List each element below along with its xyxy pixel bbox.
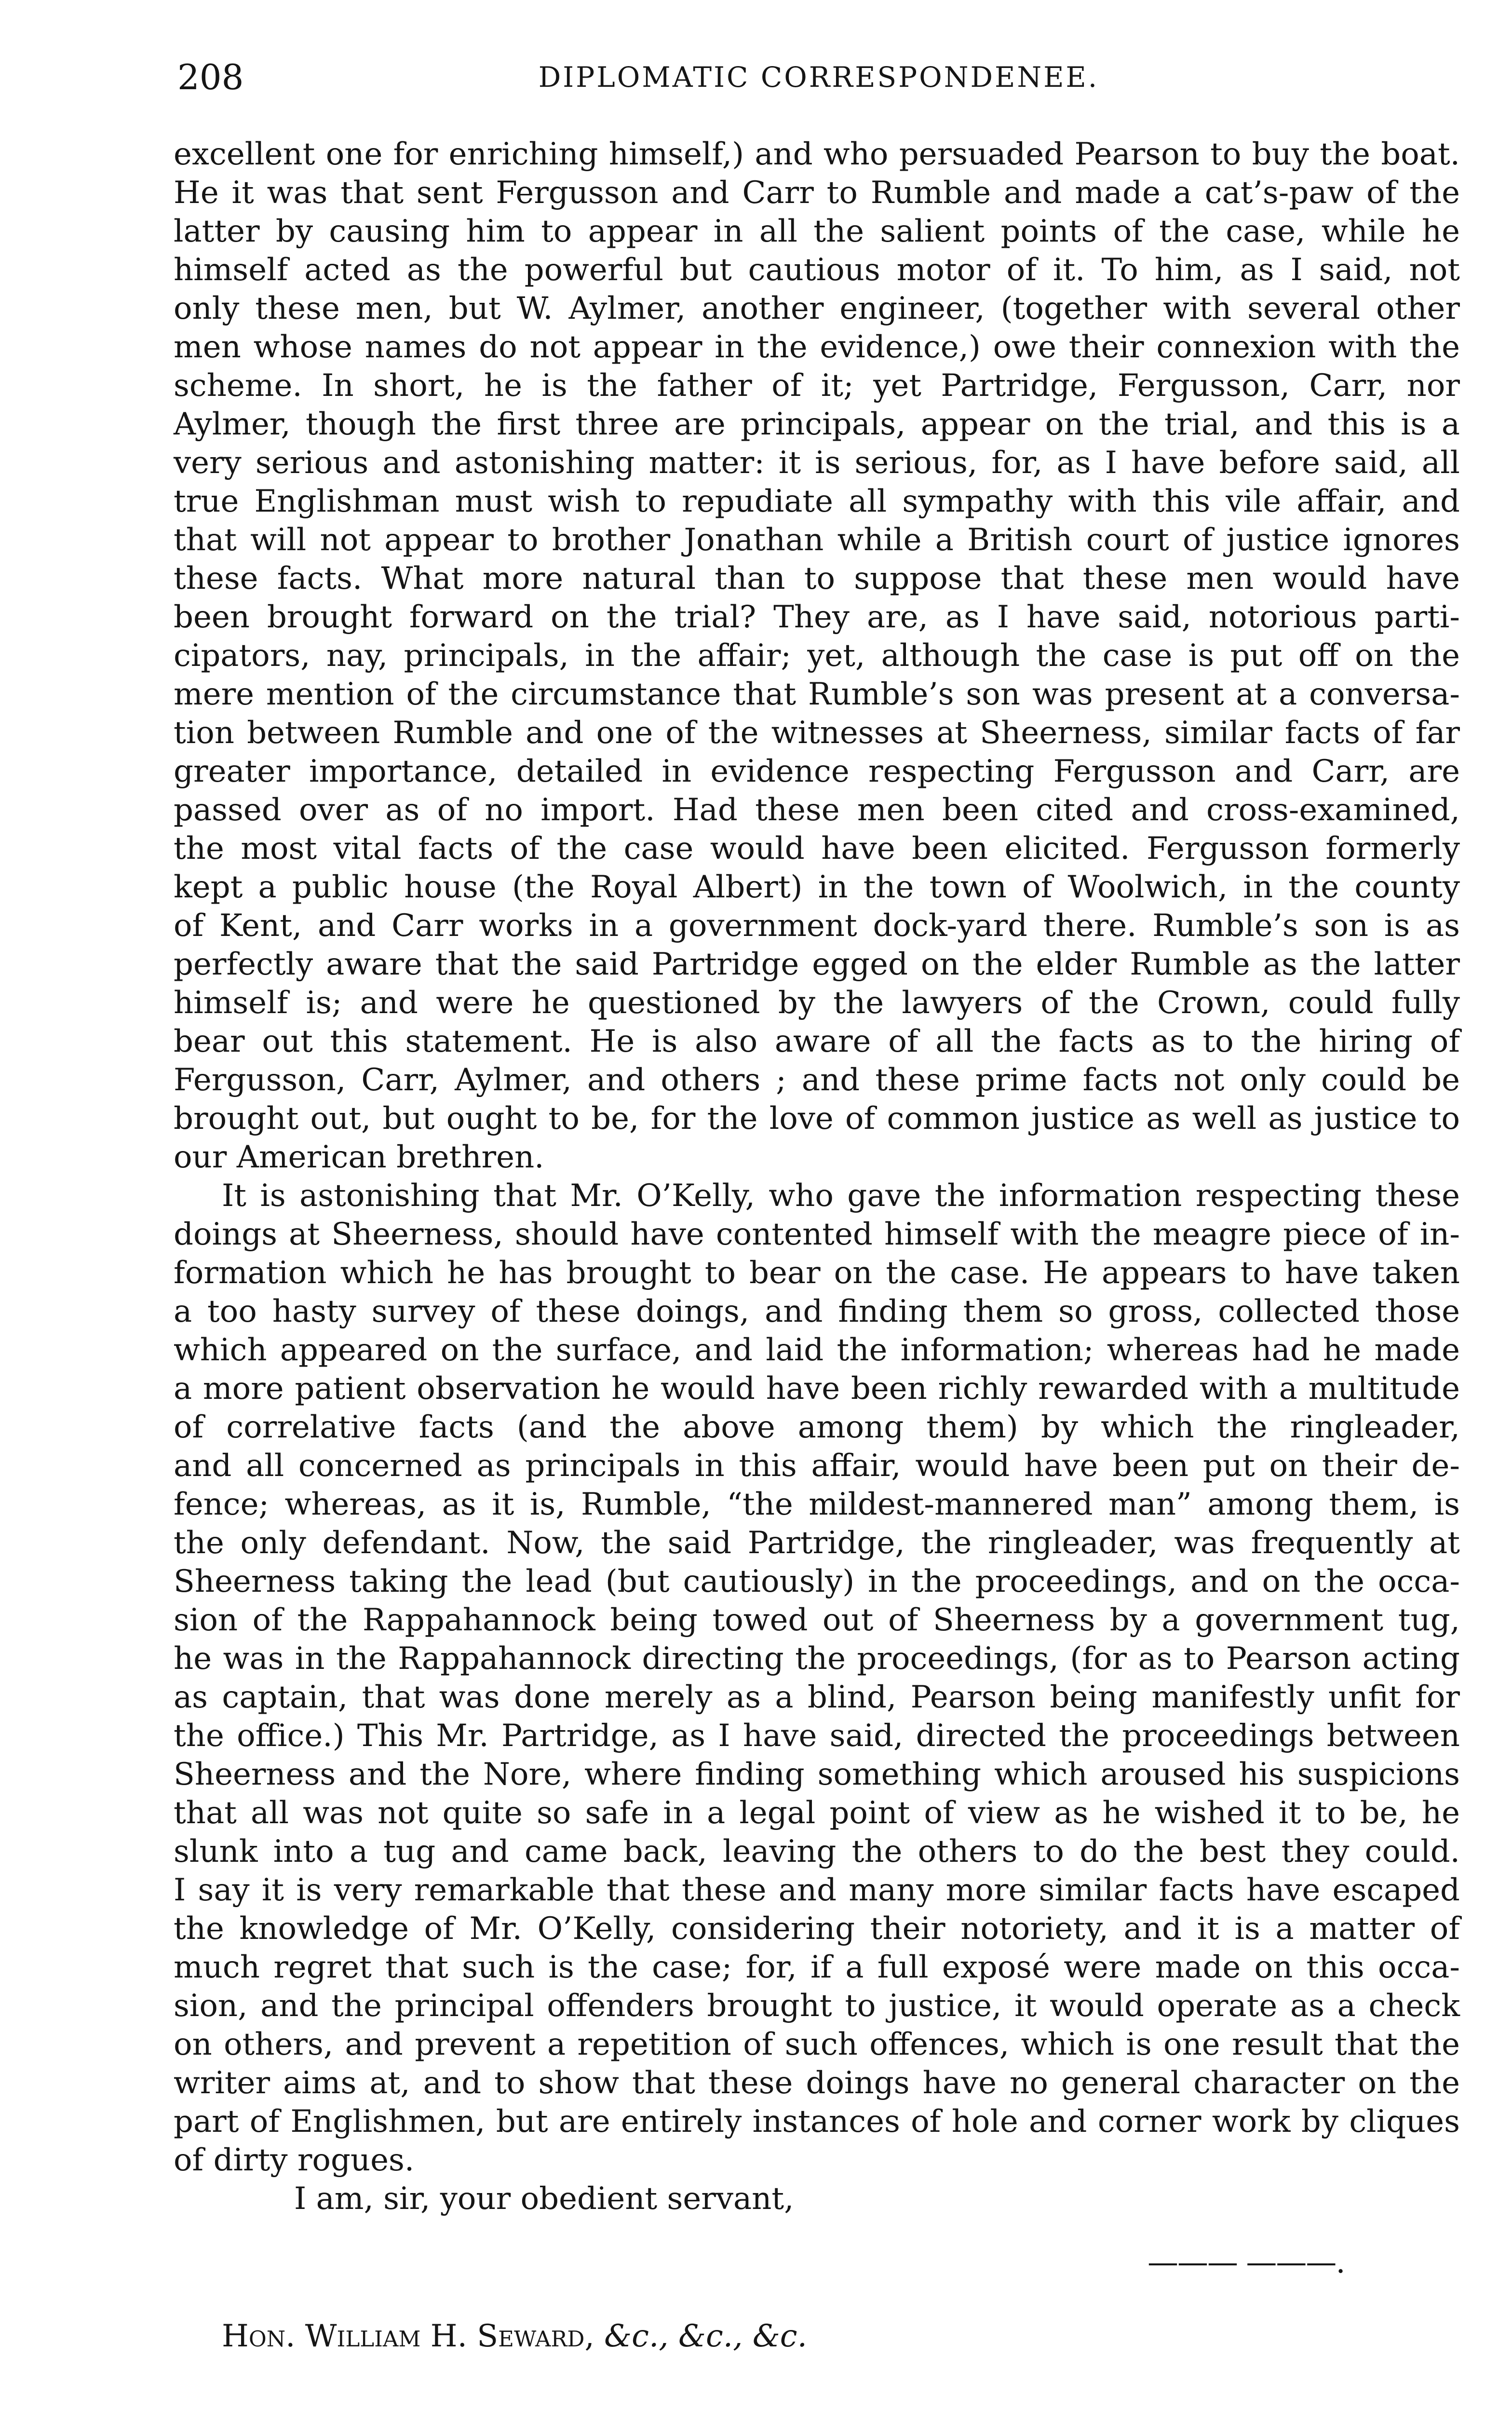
text-line: the most vital facts of the case would have been elicited. Fergusson formerly (174, 831, 1460, 867)
text-line: on others, and prevent a repetition of such offences, which is one result that the (174, 2027, 1460, 2062)
text-line: much regret that such is the case; for, if a full exposé were made on this occa- (174, 1950, 1460, 1985)
text-line: kept a public house (the Royal Albert) in the town of Woolwich, in the county (174, 869, 1460, 905)
text-line: part of Englishmen, but are entirely instances of hole and corner work by cliques (174, 2104, 1460, 2140)
text-line: and all concerned as principals in this affair, would have been put on their de- (174, 1448, 1460, 1484)
text-line: a more patient observation he would have been richly rewarded with a multitude (174, 1371, 1460, 1407)
text-line: Sheerness taking the lead (but cautiously) in the proceedings, and on the occa- (174, 1564, 1460, 1599)
text-line: perfectly aware that the said Partridge egged on the elder Rumble as the latter (174, 947, 1460, 982)
letter-body (174, 135, 1460, 2218)
text-line: It is astonishing that Mr. O’Kelly, who gave the information respecting these (222, 1178, 1460, 1214)
text-line: greater importance, detailed in evidence respecting Fergusson and Carr, are (174, 754, 1460, 789)
text-line: excellent one for enriching himself,) and who persuaded Pearson to buy the boat. (174, 136, 1460, 172)
text-line: himself is; and were he questioned by the lawyers of the Crown, could fully (174, 985, 1460, 1021)
text-line: sion of the Rappahannock being towed out of Sheerness by a government tug, (174, 1602, 1460, 1638)
text-line: the office.) This Mr. Partridge, as I have said, directed the proceedings between (174, 1718, 1460, 1754)
text-line: sion, and the principal offenders brought to justice, it would operate as a check (174, 1988, 1460, 2024)
text-line: these facts. What more natural than to suppose that these men would have (174, 561, 1460, 596)
text-line: latter by causing him to appear in all the salient points of the case, while he (174, 214, 1460, 249)
text-line: our American brethren. (174, 1139, 544, 1175)
text-line: tion between Rumble and one of the witnesses at Sheerness, similar facts of far (174, 715, 1460, 751)
text-line: I say it is very remarkable that these and many more similar facts have escaped (174, 1872, 1460, 1908)
text-line: that all was not quite so safe in a legal point of view as he wished it to be, he (174, 1795, 1460, 1831)
text-line: a too hasty survey of these doings, and finding them so gross, collected those (174, 1294, 1460, 1329)
text-line: Fergusson, Carr, Aylmer, and others ; and these prime facts not only could be (174, 1062, 1460, 1098)
text-line: the only defendant. Now, the said Partridge, the ringleader, was frequently at (174, 1525, 1460, 1561)
text-line: formation which he has brought to bear on the case. He appears to have taken (174, 1255, 1460, 1291)
text-line: slunk into a tug and came back, leaving the others to do the best they could. (174, 1834, 1460, 1869)
text-line: Sheerness and the Nore, where finding something which aroused his suspicions (174, 1757, 1460, 1792)
text-line: of Kent, and Carr works in a government dock-yard there. Rumble’s son is as (174, 908, 1460, 944)
text-line: as captain, that was done merely as a blind, Pearson being manifestly unfit for (174, 1680, 1460, 1715)
text-line: mere mention of the circumstance that Rumble’s son was present at a conversa- (174, 677, 1460, 712)
running-head: DIPLOMATIC CORRESPONDENEE. (538, 61, 1099, 94)
text-line: very serious and astonishing matter: it is serious, for, as I have before said, all (174, 445, 1460, 481)
text-line: bear out this statement. He is also aware of all the facts as to the hiring of (174, 1024, 1460, 1059)
text-line: Aylmer, though the first three are principals, appear on the trial, and this is a (174, 406, 1460, 442)
page-header (177, 48, 1460, 106)
text-line: the knowledge of Mr. O’Kelly, considering their notoriety, and it is a matter of (174, 1911, 1460, 1947)
text-line: he was in the Rappahannock directing the proceedings, (for as to Pearson acting (174, 1641, 1460, 1677)
signature-dashes: ——— ———. (1148, 2245, 1345, 2280)
text-line: passed over as of no import. Had these men been cited and cross-examined, (174, 792, 1460, 828)
paragraph-2 (174, 1177, 1460, 2180)
text-line: of dirty rogues. (174, 2142, 415, 2178)
page-number: 208 (177, 57, 244, 97)
text-line: writer aims at, and to show that these doings have no general character on the (174, 2065, 1460, 2101)
text-line: that will not appear to brother Jonathan while a British court of justice ignores (174, 522, 1460, 558)
addressee (222, 2315, 807, 2358)
text-line: cipators, nay, principals, in the affair; yet, although the case is put off on the (174, 638, 1460, 674)
text-line: only these men, but W. Aylmer, another engineer, (together with several other (174, 291, 1460, 326)
text-line: doings at Sheerness, should have contented himself with the meagre piece of in- (174, 1217, 1460, 1252)
text-line: fence; whereas, as it is, Rumble, “the mildest-mannered man” among them, is (174, 1487, 1460, 1522)
addressee-name: Hon. William H. Seward, (222, 2318, 594, 2354)
paragraph-1 (174, 135, 1460, 1177)
text-line: which appeared on the surface, and laid the information; whereas had he made (174, 1332, 1460, 1368)
text-line: He it was that sent Fergusson and Carr to Rumble and made a cat’s-paw of the (174, 175, 1460, 211)
closing-salutation: I am, sir, your obedient servant, (294, 2181, 794, 2217)
text-line: been brought forward on the trial? They are, as I have said, notorious parti- (174, 599, 1460, 635)
text-line: true Englishman must wish to repudiate all sympathy with this vile affair, and (174, 484, 1460, 519)
addressee-etc: &c., &c., &c. (604, 2318, 807, 2354)
text-line: himself acted as the powerful but cautious motor of it. To him, as I said, not (174, 252, 1460, 288)
text-line: brought out, but ought to be, for the love of common justice as well as justice to (174, 1101, 1460, 1137)
text-line: scheme. In short, he is the father of it; yet Partridge, Fergusson, Carr, nor (174, 368, 1460, 404)
text-line: of correlative facts (and the above among them) by which the ringleader, (174, 1409, 1460, 1445)
text-line: men whose names do not appear in the evidence,) owe their connexion with the (174, 329, 1460, 365)
